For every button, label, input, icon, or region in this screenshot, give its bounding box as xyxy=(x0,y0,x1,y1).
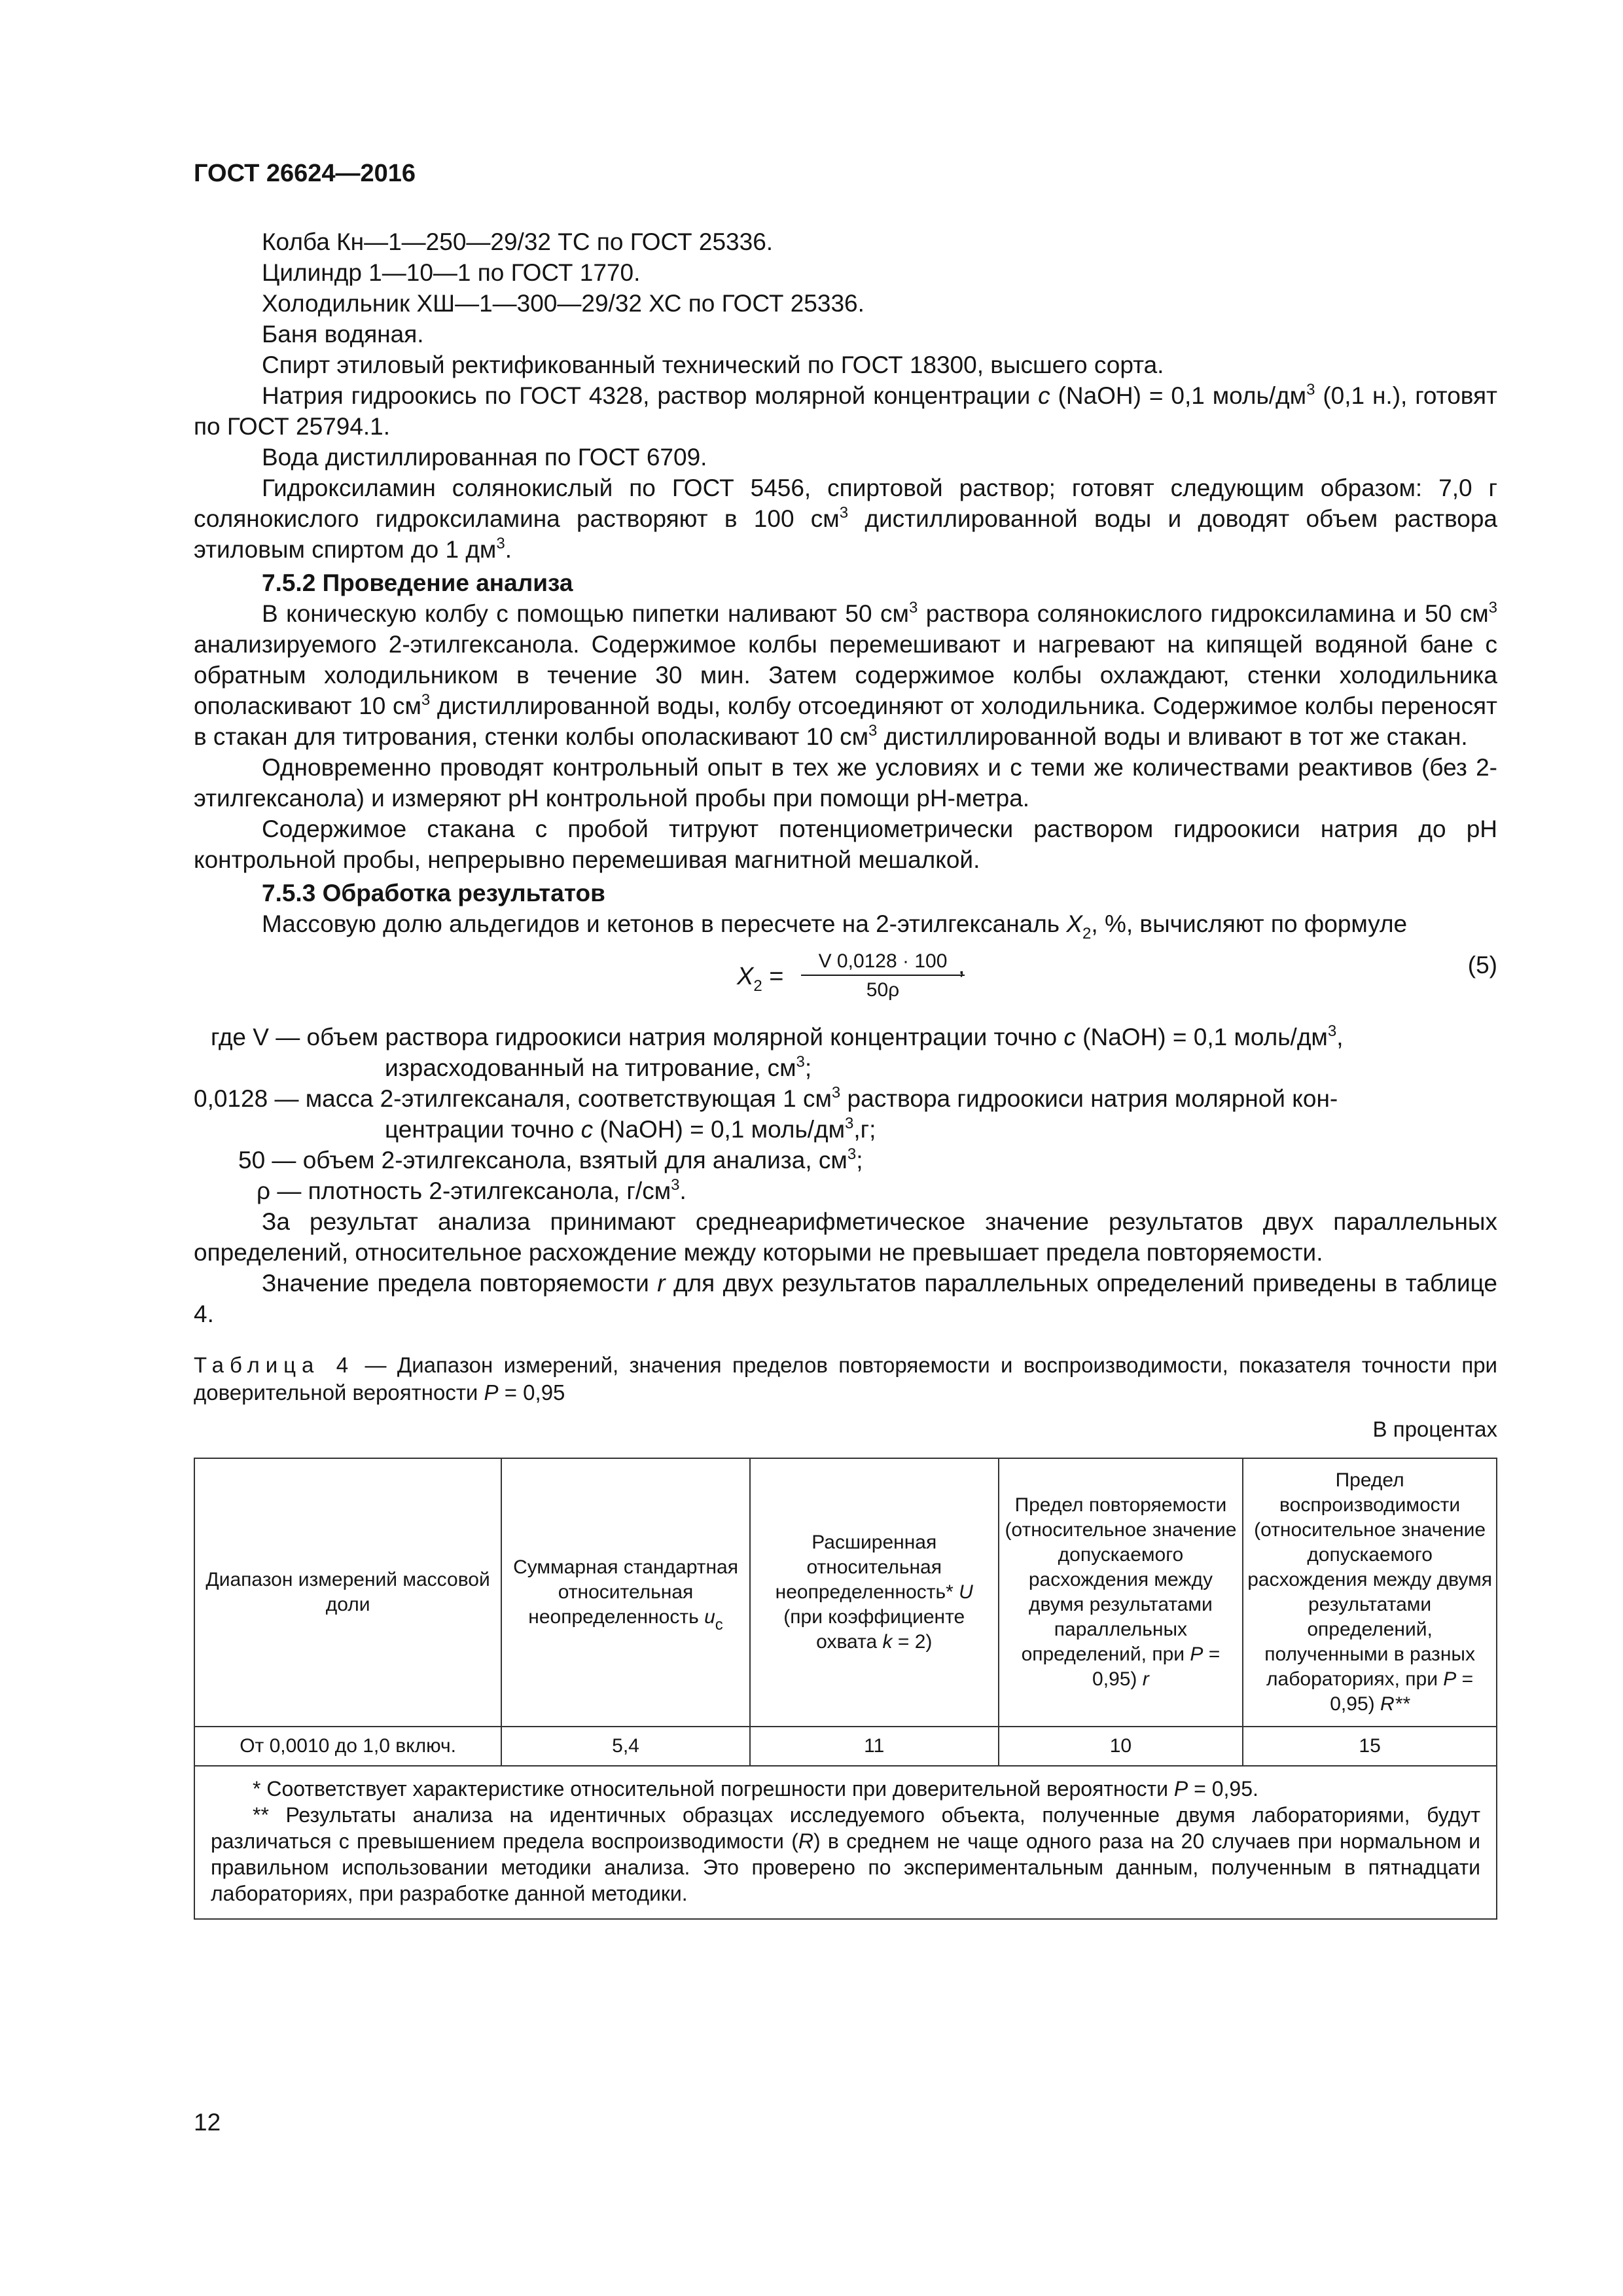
section-heading-753: 7.5.3 Обработка результатов xyxy=(262,880,605,906)
legend-v: где V — объем раствора гидроокиси натрия молярной концентрации точно c (NaOH) = 0,1 моль/$дм^3$, xyxy=(211,1022,1344,1050)
cell-u: 11 xyxy=(750,1727,999,1766)
legend-50: 50 — объем 2-этилгексанола, взятый для анализа, $см^3$; xyxy=(238,1145,863,1174)
table-note-2: ** Результаты анализа на идентичных образцах исследуемого объекта, полученные двумя лабораториями, будут различаться с превышением предела воспроизводимости (R) в среднем не чаще одного раза на 20 случаев при нормальном и правильном использовании методики анализа. Это проверено по экспериментальным данным, полученным в пятнадцати лабораториях, при разработке данной методики. xyxy=(211,1803,1481,1905)
document-body xyxy=(194,226,1497,1920)
equipment-item: Спирт этиловый ректификованный технический по ГОСТ 18300, высшего сорта. xyxy=(262,351,1164,378)
titration-paragraph: Содержимое стакана с пробой титруют потенциометрически раствором гидроокиси натрия до pH контрольной пробы, непрерывно перемешивая магнитной мешалкой. xyxy=(194,816,1497,873)
table-notes-row xyxy=(194,1766,1497,1919)
table-row xyxy=(194,1727,1497,1766)
control-paragraph: Одновременно проводят контрольный опыт в тех же условиях и с теми же количествами реактивов (без 2-этилгексанола) и измеряют pH контрольной пробы при помощи pH-метра. xyxy=(194,754,1497,812)
formula-legend: где V — объем раствора гидроокиси натрия молярной концентрации точно c (NaOH) = 0,1 моль/$дм^3$, израсходованный на титрование, $см^3$; 0,0128 — масса 2-этилгексаналя, соответствующая 1 $см^3$ раствора гидроокиси натрия молярной кон- центрации точно c (NaOH) = 0,1 моль/$дм^3,г$; 50 — объем 2-этилгексанола, взятый для анализа, $см^3$; ρ — плотность 2-этилгексанола, $г/см^3$. xyxy=(194,1022,1497,1206)
section-heading-752: 7.5.2 Проведение анализа xyxy=(262,569,573,596)
legend-0128: 0,0128 — масса 2-этилгексаналя, соответствующая 1 $см^3$ раствора гидроокиси натрия молярной кон- xyxy=(194,1084,1338,1112)
header-expanded-uncertainty: Расширенная относительная неопределенность* U (при коэффициенте охвата k = 2) xyxy=(750,1458,999,1727)
formula-number: (5) xyxy=(1467,952,1497,978)
table-caption: Таблица 4 — Диапазон измерений, значения пределов повторяемости и воспроизводимости, показателя точности при доверительной вероятности P = 0,95 xyxy=(194,1353,1497,1405)
reagent-naoh: Натрия гидроокись по ГОСТ 4328, раствор молярной концентрации c (NaOH) = 0,1 моль/$дм^3$ (0,1 н.), готовят по ГОСТ 25794.1. xyxy=(194,381,1497,440)
equipment-item: Баня водяная. xyxy=(262,321,424,348)
formula: $X_2$ = $\frac{V 0,0128 \cdot 100}{50\rho}$ , (5) xyxy=(194,944,1497,1022)
formula-numerator: V 0,0128 · 100 xyxy=(801,948,965,976)
result-paragraph: За результат анализа принимают среднеарифметическое значение результатов двух параллельных определений, относительное расхождение между которыми не превышает предела повторяемости. xyxy=(194,1208,1497,1266)
formula-lhs: $X_2$ = xyxy=(737,963,784,995)
table-note-1: * Соответствует характеристике относительной погрешности при доверительной вероятности P = 0,95. xyxy=(253,1777,1258,1801)
table-units: В процентах xyxy=(1372,1417,1497,1441)
document-header: ГОСТ 26624—2016 xyxy=(194,160,416,187)
results-table xyxy=(194,1458,1497,1920)
limit-paragraph: Значение предела повторяемости r для двух результатов параллельных определений приведены в таблице 4. xyxy=(194,1270,1498,1327)
reagent-water: Вода дистиллированная по ГОСТ 6709. xyxy=(262,444,707,471)
header-repeatability: Предел повторяемости (относительное значение допускаемого расхождения между двумя результатами параллельных определений, при P = 0,95) r xyxy=(999,1458,1243,1727)
legend-rho: ρ — плотность 2-этилгексанола, $г/см^3$. xyxy=(257,1176,687,1204)
equipment-item: Колба Кн—1—250—29/32 ТС по ГОСТ 25336. xyxy=(262,228,774,255)
table-header-row xyxy=(194,1458,1497,1727)
header-reproducibility: Предел воспроизводимости (относительное значение допускаемого расхождения между двумя результатами определений, полученными в разных лабораториях, при P = 0,95) R** xyxy=(1243,1458,1497,1727)
header-range: Диапазон измерений массовой доли xyxy=(194,1458,501,1727)
cell-range: От 0,0010 до 1,0 включ. xyxy=(194,1727,501,1766)
equipment-item: Цилиндр 1—10—1 по ГОСТ 1770. xyxy=(262,259,641,286)
cell-R: 15 xyxy=(1243,1727,1497,1766)
page-number: 12 xyxy=(194,2109,221,2136)
analysis-paragraph: В коническую колбу с помощью пипетки наливают 50 $см^3$ раствора солянокислого гидроксиламина и 50 $см^3$ анализируемого 2-этилгексанола. Содержимое колбы перемешивают и нагревают на кипящей водяной бане с обратным холодильником в течение 30 мин. Затем содержимое колбы охлаждают, стенки холодильника ополаскивают 10 $см^3$ дистиллированной воды, колбу отсоединяют от холодильника. Содержимое колбы переносят в стакан для титрования, стенки колбы ополаскивают 10 $см^3$ дистиллированной воды и вливают в тот же стакан. xyxy=(194,599,1497,750)
header-standard-uncertainty: Суммарная стандартная относительная неопределенность $u_c$ xyxy=(501,1458,750,1727)
equipment-item: Холодильник ХШ—1—300—29/32 ХС по ГОСТ 25336. xyxy=(262,290,865,317)
formula-intro: Массовую долю альдегидов и кетонов в пересчете на 2-этилгексаналь $X_2$, %, вычисляют по формуле xyxy=(262,910,1408,942)
cell-uc: 5,4 xyxy=(501,1727,750,1766)
table-notes xyxy=(194,1766,1497,1919)
cell-r: 10 xyxy=(999,1727,1243,1766)
reagent-hydroxylamine: Гидроксиламин солянокислый по ГОСТ 5456, спиртовой раствор; готовят следующим образом: 7,0 г солянокислого гидроксиламина растворяют в 100 $см^3$ дистиллированной воды и доводят объем раствора этиловым спиртом до 1 $дм^3$. xyxy=(194,475,1497,563)
formula-fraction xyxy=(801,948,965,1005)
formula-denominator: 50ρ xyxy=(866,979,900,1001)
